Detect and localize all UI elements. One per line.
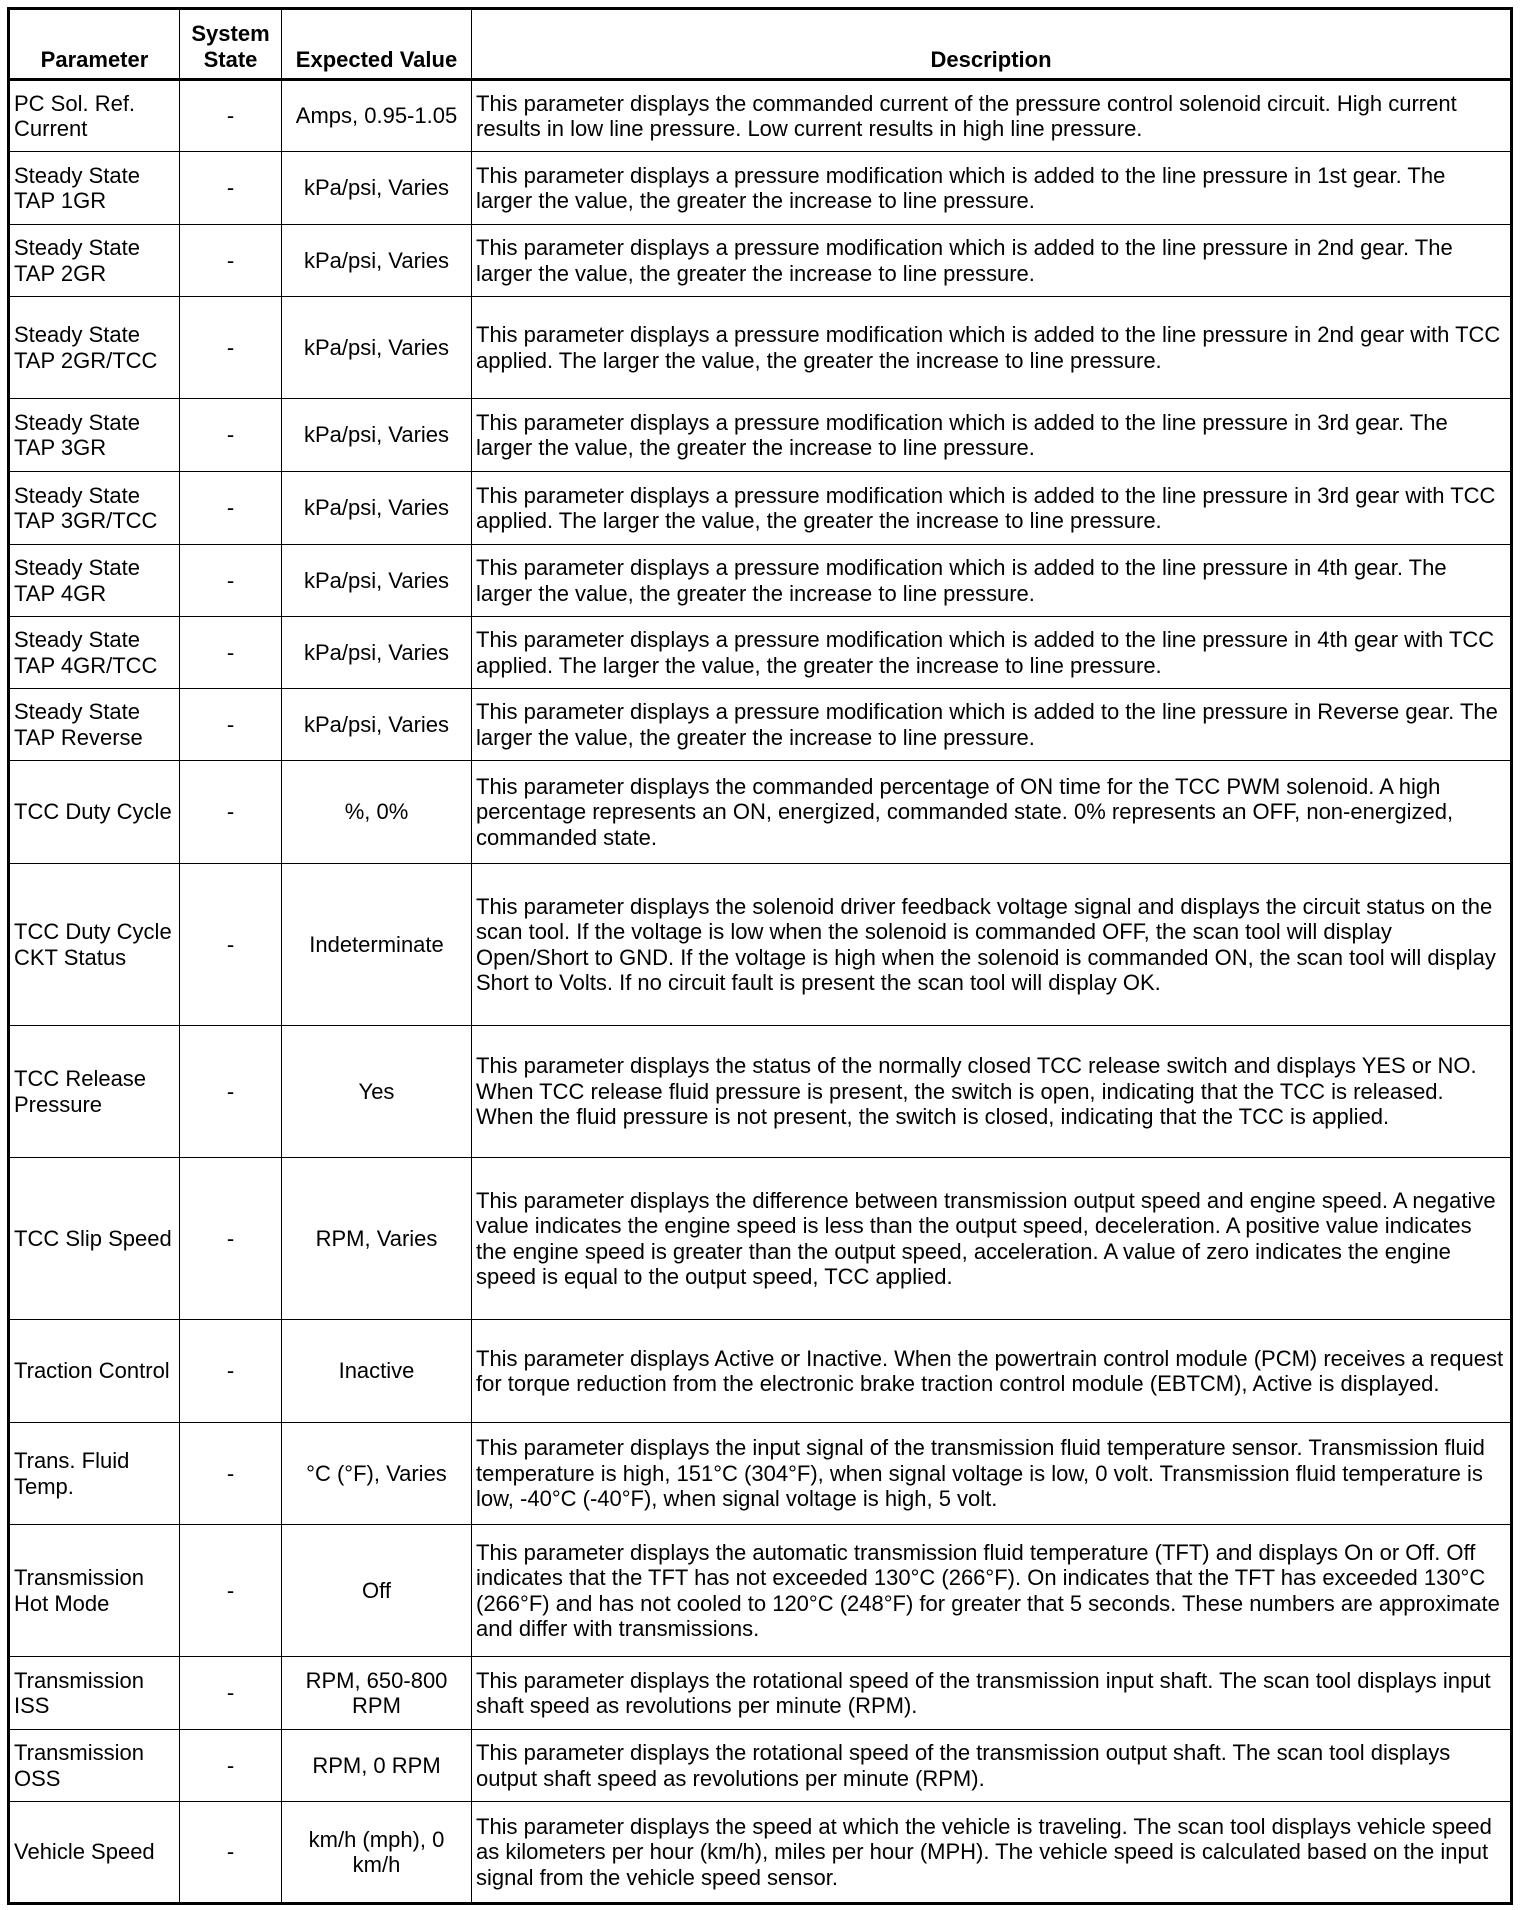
- parameter-cell: Transmission OSS: [9, 1730, 180, 1802]
- table-row: [9, 617, 1512, 689]
- parameter-cell: TCC Slip Speed: [9, 1158, 180, 1320]
- description-cell: This parameter displays the rotational speed of the transmission input shaft. The scan tool displays input shaft speed as revolutions per minute (RPM).: [472, 1657, 1512, 1730]
- parameter-cell: Steady State TAP Reverse: [9, 689, 180, 761]
- system-state-cell: -: [180, 152, 282, 225]
- description-cell: This parameter displays a pressure modification which is added to the line pressure in 1st gear. The larger the value, the greater the increase to line pressure.: [472, 152, 1512, 225]
- description-cell: This parameter displays the rotational speed of the transmission output shaft. The scan tool displays output shaft speed as revolutions per minute (RPM).: [472, 1730, 1512, 1802]
- parameter-cell: Steady State TAP 3GR: [9, 399, 180, 472]
- table-row: [9, 689, 1512, 761]
- parameter-cell: Steady State TAP 2GR/TCC: [9, 297, 180, 399]
- table-row: [9, 1802, 1512, 1904]
- table-row: [9, 864, 1512, 1026]
- expected-value-cell: Indeterminate: [282, 864, 472, 1026]
- description-cell: This parameter displays the commanded percentage of ON time for the TCC PWM solenoid. A high percentage represents an ON, energized, commanded state. 0% represents an OFF, non-energized, commanded state.: [472, 761, 1512, 864]
- expected-value-cell: kPa/psi, Varies: [282, 152, 472, 225]
- parameter-cell: TCC Duty Cycle: [9, 761, 180, 864]
- expected-value-cell: Inactive: [282, 1320, 472, 1423]
- system-state-cell: -: [180, 545, 282, 617]
- system-state-cell: -: [180, 472, 282, 545]
- header-parameter: Parameter: [9, 9, 180, 80]
- parameter-cell: TCC Release Pressure: [9, 1026, 180, 1158]
- description-cell: This parameter displays the speed at which the vehicle is traveling. The scan tool displays vehicle speed as kilometers per hour (km/h), miles per hour (MPH). The vehicle speed is calculated based on the input signal from the vehicle speed sensor.: [472, 1802, 1512, 1904]
- parameter-cell: PC Sol. Ref. Current: [9, 80, 180, 152]
- system-state-cell: -: [180, 399, 282, 472]
- table-row: [9, 152, 1512, 225]
- expected-value-cell: °C (°F), Varies: [282, 1423, 472, 1525]
- description-cell: This parameter displays Active or Inactive. When the powertrain control module (PCM) receives a request for torque reduction from the electronic brake traction control module (EBTCM), Active is displayed.: [472, 1320, 1512, 1423]
- system-state-cell: -: [180, 1802, 282, 1904]
- expected-value-cell: kPa/psi, Varies: [282, 225, 472, 297]
- system-state-cell: -: [180, 1026, 282, 1158]
- system-state-cell: -: [180, 617, 282, 689]
- header-expected-value: Expected Value: [282, 9, 472, 80]
- expected-value-cell: Amps, 0.95-1.05: [282, 80, 472, 152]
- description-cell: This parameter displays a pressure modification which is added to the line pressure in 4th gear. The larger the value, the greater the increase to line pressure.: [472, 545, 1512, 617]
- description-cell: This parameter displays the status of the normally closed TCC release switch and displays YES or NO. When TCC release fluid pressure is present, the switch is open, indicating that the TCC is released. When the fluid pressure is not present, the switch is closed, indicating that the TCC is applied.: [472, 1026, 1512, 1158]
- description-cell: This parameter displays the commanded current of the pressure control solenoid circuit. High current results in low line pressure. Low current results in high line pressure.: [472, 80, 1512, 152]
- description-cell: This parameter displays the automatic transmission fluid temperature (TFT) and displays On or Off. Off indicates that the TFT has not exceeded 130°C (266°F). On indicates that the TFT has exceeded 130°C (266°F) and has not cooled to 120°C (248°F) for greater that 5 seconds. These numbers are approximate and differ with transmissions.: [472, 1525, 1512, 1657]
- table-row: [9, 1525, 1512, 1657]
- expected-value-cell: kPa/psi, Varies: [282, 689, 472, 761]
- expected-value-cell: kPa/psi, Varies: [282, 297, 472, 399]
- table-row: [9, 1320, 1512, 1423]
- parameter-cell: Steady State TAP 3GR/TCC: [9, 472, 180, 545]
- parameter-cell: Trans. Fluid Temp.: [9, 1423, 180, 1525]
- parameter-cell: Steady State TAP 4GR: [9, 545, 180, 617]
- table-row: [9, 1657, 1512, 1730]
- expected-value-cell: km/h (mph), 0 km/h: [282, 1802, 472, 1904]
- table-header-row: [9, 9, 1512, 80]
- parameter-cell: Steady State TAP 1GR: [9, 152, 180, 225]
- parameter-cell: Steady State TAP 4GR/TCC: [9, 617, 180, 689]
- table-row: [9, 1158, 1512, 1320]
- description-cell: This parameter displays the solenoid driver feedback voltage signal and displays the circuit status on the scan tool. If the voltage is low when the solenoid is commanded OFF, the scan tool will display Open/Short to GND. If the voltage is high when the solenoid is commanded ON, the scan tool will display Short to Volts. If no circuit fault is present the scan tool will display OK.: [472, 864, 1512, 1026]
- system-state-cell: -: [180, 1423, 282, 1525]
- expected-value-cell: RPM, 650-800 RPM: [282, 1657, 472, 1730]
- expected-value-cell: kPa/psi, Varies: [282, 399, 472, 472]
- system-state-cell: -: [180, 1657, 282, 1730]
- expected-value-cell: Yes: [282, 1026, 472, 1158]
- table-row: [9, 761, 1512, 864]
- parameter-cell: Steady State TAP 2GR: [9, 225, 180, 297]
- table-row: [9, 545, 1512, 617]
- expected-value-cell: RPM, 0 RPM: [282, 1730, 472, 1802]
- header-description: Description: [472, 9, 1512, 80]
- system-state-cell: -: [180, 1320, 282, 1423]
- expected-value-cell: kPa/psi, Varies: [282, 472, 472, 545]
- description-cell: This parameter displays a pressure modification which is added to the line pressure in Reverse gear. The larger the value, the greater the increase to line pressure.: [472, 689, 1512, 761]
- parameter-table: [7, 7, 1513, 1905]
- system-state-cell: -: [180, 1158, 282, 1320]
- table-row: [9, 1026, 1512, 1158]
- table-body: [9, 80, 1512, 1904]
- system-state-cell: -: [180, 225, 282, 297]
- system-state-cell: -: [180, 864, 282, 1026]
- table-row: [9, 472, 1512, 545]
- description-cell: This parameter displays the difference between transmission output speed and engine speed. A negative value indicates the engine speed is less than the output speed, deceleration. A positive value indicates the engine speed is greater than the output speed, acceleration. A value of zero indicates the engine speed is equal to the output speed, TCC applied.: [472, 1158, 1512, 1320]
- table-row: [9, 225, 1512, 297]
- system-state-cell: -: [180, 297, 282, 399]
- description-cell: This parameter displays a pressure modification which is added to the line pressure in 3rd gear with TCC applied. The larger the value, the greater the increase to line pressure.: [472, 472, 1512, 545]
- expected-value-cell: %, 0%: [282, 761, 472, 864]
- system-state-cell: -: [180, 1525, 282, 1657]
- expected-value-cell: Off: [282, 1525, 472, 1657]
- table-row: [9, 80, 1512, 152]
- header-system-state: System State: [180, 9, 282, 80]
- description-cell: This parameter displays a pressure modification which is added to the line pressure in 4th gear with TCC applied. The larger the value, the greater the increase to line pressure.: [472, 617, 1512, 689]
- expected-value-cell: RPM, Varies: [282, 1158, 472, 1320]
- parameter-cell: Vehicle Speed: [9, 1802, 180, 1904]
- table-row: [9, 1730, 1512, 1802]
- table-row: [9, 297, 1512, 399]
- table-row: [9, 399, 1512, 472]
- expected-value-cell: kPa/psi, Varies: [282, 545, 472, 617]
- system-state-cell: -: [180, 761, 282, 864]
- system-state-cell: -: [180, 80, 282, 152]
- parameter-cell: Traction Control: [9, 1320, 180, 1423]
- description-cell: This parameter displays a pressure modification which is added to the line pressure in 3rd gear. The larger the value, the greater the increase to line pressure.: [472, 399, 1512, 472]
- parameter-cell: Transmission Hot Mode: [9, 1525, 180, 1657]
- system-state-cell: -: [180, 689, 282, 761]
- description-cell: This parameter displays the input signal of the transmission fluid temperature sensor. Transmission fluid temperature is high, 151°C (304°F), when signal voltage is low, 0 volt. Transmission fluid temperature is low, -40°C (-40°F), when signal voltage is high, 5 volt.: [472, 1423, 1512, 1525]
- system-state-cell: -: [180, 1730, 282, 1802]
- description-cell: This parameter displays a pressure modification which is added to the line pressure in 2nd gear. The larger the value, the greater the increase to line pressure.: [472, 225, 1512, 297]
- description-cell: This parameter displays a pressure modification which is added to the line pressure in 2nd gear with TCC applied. The larger the value, the greater the increase to line pressure.: [472, 297, 1512, 399]
- table-row: [9, 1423, 1512, 1525]
- parameter-cell: TCC Duty Cycle CKT Status: [9, 864, 180, 1026]
- expected-value-cell: kPa/psi, Varies: [282, 617, 472, 689]
- parameter-cell: Transmission ISS: [9, 1657, 180, 1730]
